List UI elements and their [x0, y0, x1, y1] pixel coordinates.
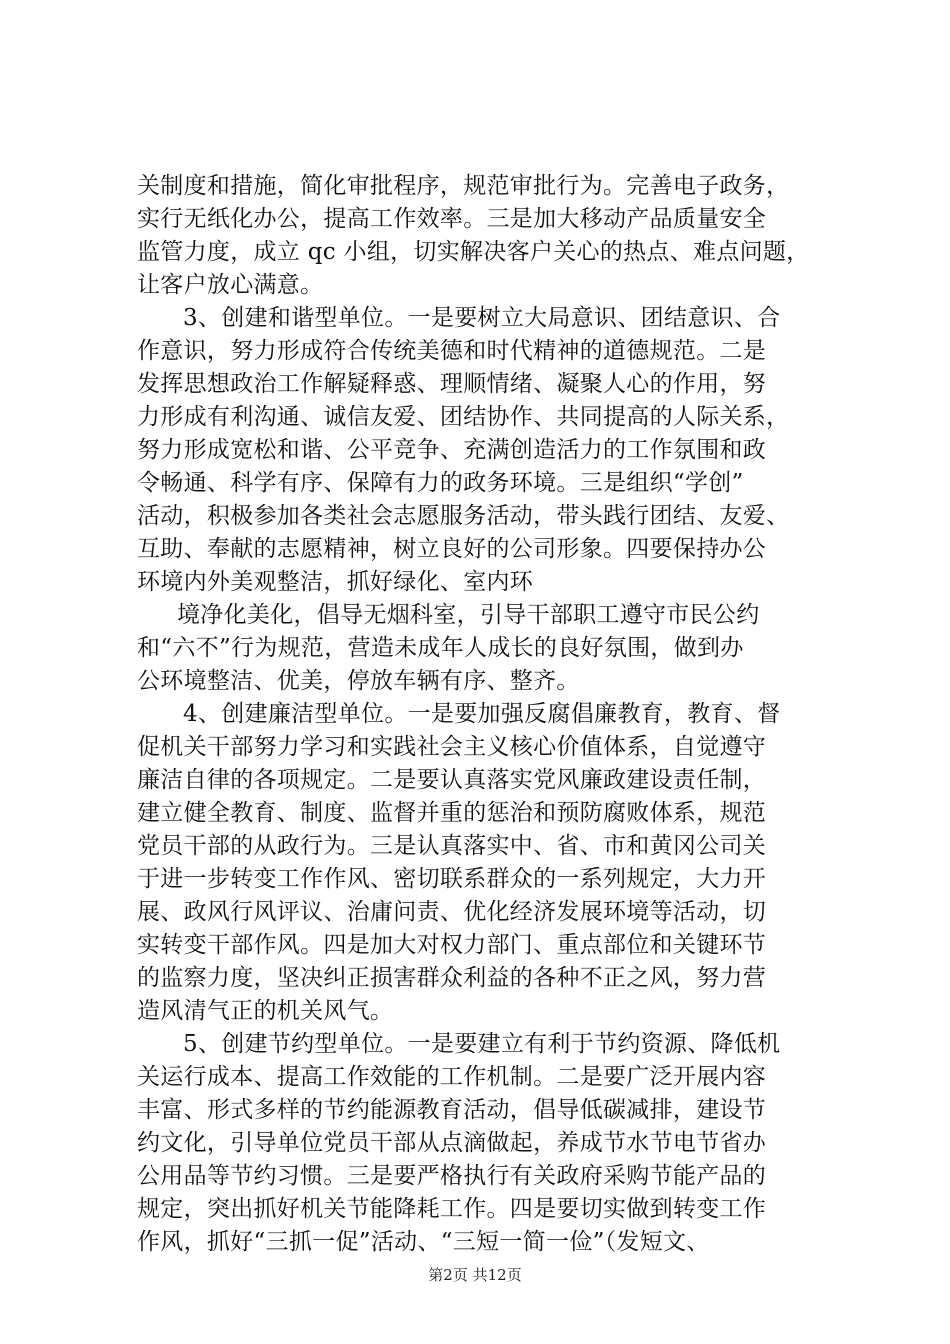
- text-line: 和“六不”行为规范，营造未成年人成长的良好氛围，做到办: [137, 635, 744, 661]
- text-line: 监管力度，成立 qc 小组，切实解决客户关心的热点、难点问题，: [137, 239, 810, 265]
- text-line: 环境内外美观整洁，抓好绿化、室内环: [137, 569, 534, 595]
- paragraph-4-start: 4、创建廉洁型单位。一是要加强反腐倡廉教育，教育、督: [183, 701, 781, 727]
- text-line: 让客户放心满意。: [137, 272, 324, 298]
- text-line: 促机关干部努力学习和实践社会主义核心价值体系，自觉遵守: [137, 734, 767, 760]
- text-line: 党员干部的从政行为。三是认真落实中、省、市和黄冈公司关: [137, 833, 767, 859]
- text-line: 关制度和措施，简化审批程序，规范审批行为。完善电子政务，: [137, 173, 790, 199]
- text-line: 造风清气正的机关风气。: [137, 998, 394, 1024]
- text-line: 的监察力度，坚决纠正损害群众利益的各种不正之风，努力营: [137, 965, 767, 991]
- text-line: 于进一步转变工作作风、密切联系群众的一系列规定，大力开: [137, 866, 767, 892]
- text-line: 公用品等节约习惯。三是要严格执行有关政府采购节能产品的: [137, 1163, 767, 1189]
- page-footer: 第2页 共12页: [428, 1266, 522, 1284]
- text-line: 丰富、形式多样的节约能源教育活动，倡导低碳减排，建设节: [137, 1097, 767, 1123]
- paragraph-3-start: 3、创建和谐型单位。一是要树立大局意识、团结意识、合: [183, 305, 781, 331]
- text-line: 约文化，引导单位党员干部从点滴做起，养成节水节电节省办: [137, 1130, 767, 1156]
- text-line: 互助、奉献的志愿精神，树立良好的公司形象。四要保持办公: [137, 536, 767, 562]
- text-line: 廉洁自律的各项规定。二是要认真落实党风廉政建设责任制，: [137, 767, 767, 793]
- text-line: 公环境整洁、优美，停放车辆有序、整齐。: [137, 668, 580, 694]
- text-line: 令畅通、科学有序、保障有力的政务环境。三是组织“学创”: [137, 470, 744, 496]
- text-line: 作意识，努力形成符合传统美德和时代精神的道德规范。二是: [137, 338, 767, 364]
- text-line: 力形成有利沟通、诚信友爱、团结协作、共同提高的人际关系，: [137, 404, 790, 430]
- text-line: 发挥思想政治工作解疑释惑、理顺情绪、凝聚人心的作用，努: [137, 371, 767, 397]
- text-line: 作风，抓好“三抓一促”活动、“三短一简一俭”（发短文、: [137, 1229, 710, 1255]
- text-line: 规定，突出抓好机关节能降耗工作。四是要切实做到转变工作: [137, 1196, 767, 1222]
- text-line: 努力形成宽松和谐、公平竞争、充满创造活力的工作氛围和政: [137, 437, 767, 463]
- paragraph-5-start: 5、创建节约型单位。一是要建立有利于节约资源、降低机: [183, 1031, 781, 1057]
- text-line: 建立健全教育、制度、监督并重的惩治和预防腐败体系，规范: [137, 800, 767, 826]
- text-line: 活动，积极参加各类社会志愿服务活动，带头践行团结、友爱、: [137, 503, 790, 529]
- text-line: 实行无纸化办公，提高工作效率。三是加大移动产品质量安全: [137, 206, 767, 232]
- text-line: 关运行成本、提高工作效能的工作机制。二是要广泛开展内容: [137, 1064, 767, 1090]
- body-text: [137, 170, 837, 1259]
- text-line: 展、政风行风评议、治庸问责、优化经济发展环境等活动，切: [137, 899, 767, 925]
- text-line-continued: 境净化美化，倡导无烟科室，引导干部职工遵守市民公约: [177, 602, 760, 628]
- text-line: 实转变干部作风。四是加大对权力部门、重点部位和关键环节: [137, 932, 767, 958]
